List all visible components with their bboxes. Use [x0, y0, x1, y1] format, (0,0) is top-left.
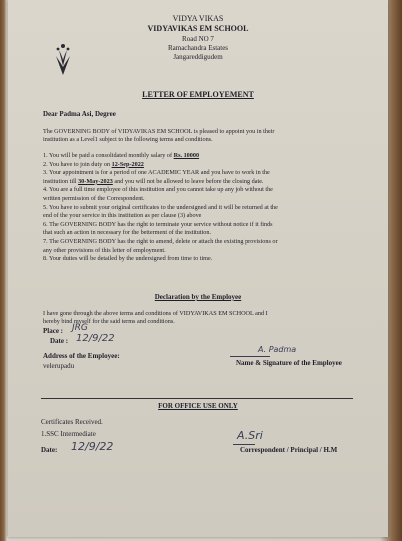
term-text: 2. You have to join duty on [43, 160, 112, 168]
address-road: Road NO 7 [182, 35, 214, 43]
school-name: VIDYAVIKAS EM SCHOOL [147, 24, 249, 33]
term-text: 1. You will be paid a consolidated monthly salary of [43, 152, 174, 159]
place-label: Place : [43, 327, 64, 335]
term-line [43, 229, 211, 237]
employee-date-label: Date : [50, 337, 69, 345]
term-line [43, 247, 166, 255]
term-text: and you will not be allowed to leave before the closing date. [112, 177, 264, 185]
term-line [43, 238, 278, 246]
signatory-label: Correspondent / Principal / H.M [240, 446, 338, 454]
letter-sheet [8, 0, 388, 537]
term-highlight: 30-May-2023 [78, 177, 113, 185]
org-name: VIDYA VIKAS [172, 14, 224, 23]
certificate-item: 1.SSC Intermediate [41, 430, 96, 438]
office-heading: FOR OFFICE USE ONLY [158, 402, 238, 410]
page-title: LETTER OF EMPLOYEMENT [142, 90, 254, 99]
term-text: written permission of the Correspondent. [43, 195, 145, 202]
term-text: institution till [43, 177, 79, 185]
term-highlight: 12-Sep-2022 [111, 160, 144, 168]
term-text: 7. The GOVERNING BODY has the right to amend, delete or attach the existing provisions or [43, 238, 278, 245]
term-text: any other provisions of this letter of employment. [43, 246, 166, 254]
certificates-label: Certificates Received. [41, 418, 103, 426]
address-estate: Ramachandra Estates [167, 44, 229, 52]
term-text: 5. You have to submit your original certificates to the undersigned and it will be returned at the [43, 203, 278, 211]
term-line [43, 204, 278, 212]
declaration-line-2: hereby bind myself for the said terms and conditions. [43, 318, 175, 325]
term-line [43, 221, 273, 229]
term-text: 6. The GOVERNING BODY has the right to terminate your service without notice if it finds [43, 220, 273, 228]
employee-date-value: 12/9/22 [76, 333, 115, 344]
term-line [43, 169, 270, 177]
term-line [43, 195, 145, 203]
term-line [43, 178, 263, 186]
term-line [43, 161, 144, 169]
office-date-label: Date: [41, 446, 58, 454]
place-value: JRG [72, 323, 88, 333]
term-line [43, 152, 199, 160]
term-line [43, 212, 201, 220]
employee-signature-label: Name & Signature of the Employee [236, 359, 342, 367]
salutation: Dear Padma Asi, Degree [43, 110, 116, 118]
term-text: 8. Your duties will be detailed by the undersigned from time to time. [43, 255, 213, 263]
office-date-value: 12/9/22 [71, 440, 114, 453]
employee-address-label: Address of the Employee: [43, 352, 120, 360]
address-town: Jangareddigudem [173, 53, 223, 61]
intro-line-2: institution as a Level1 subject to the following terms and conditions. [43, 136, 213, 143]
signature-underline [233, 444, 255, 445]
term-line [43, 255, 212, 263]
employee-signature: A. Padma [258, 345, 297, 354]
correspondent-signature: A.Sri [237, 429, 263, 442]
term-highlight: Rs. 10000 [173, 152, 200, 159]
intro-line-1: The GOVERNING BODY of VIDYAVIKAS EM SCHOOL is pleased to appoint you in their [43, 128, 275, 135]
declaration-line-1: I have gone through the above terms and conditions of VIDYAVIKAS EM SCHOOL and I [43, 310, 268, 317]
office-divider [41, 398, 353, 399]
employee-address-value: velerupadu [43, 362, 75, 370]
term-text: 4. You are a full time employee of this institution and you cannot take up any job without the [43, 186, 273, 194]
term-line [43, 186, 273, 194]
term-text: end of the your service in this institution as per clause (3) above [43, 212, 202, 220]
term-text: 3. Your appointment is for a period of one ACADEMIC YEAR and you have to work in the [43, 169, 270, 177]
declaration-heading: Declaration by the Employee [154, 293, 242, 301]
signature-stroke [230, 356, 270, 357]
term-text: that such an action in necessary for the betterment of the institution. [43, 229, 212, 237]
